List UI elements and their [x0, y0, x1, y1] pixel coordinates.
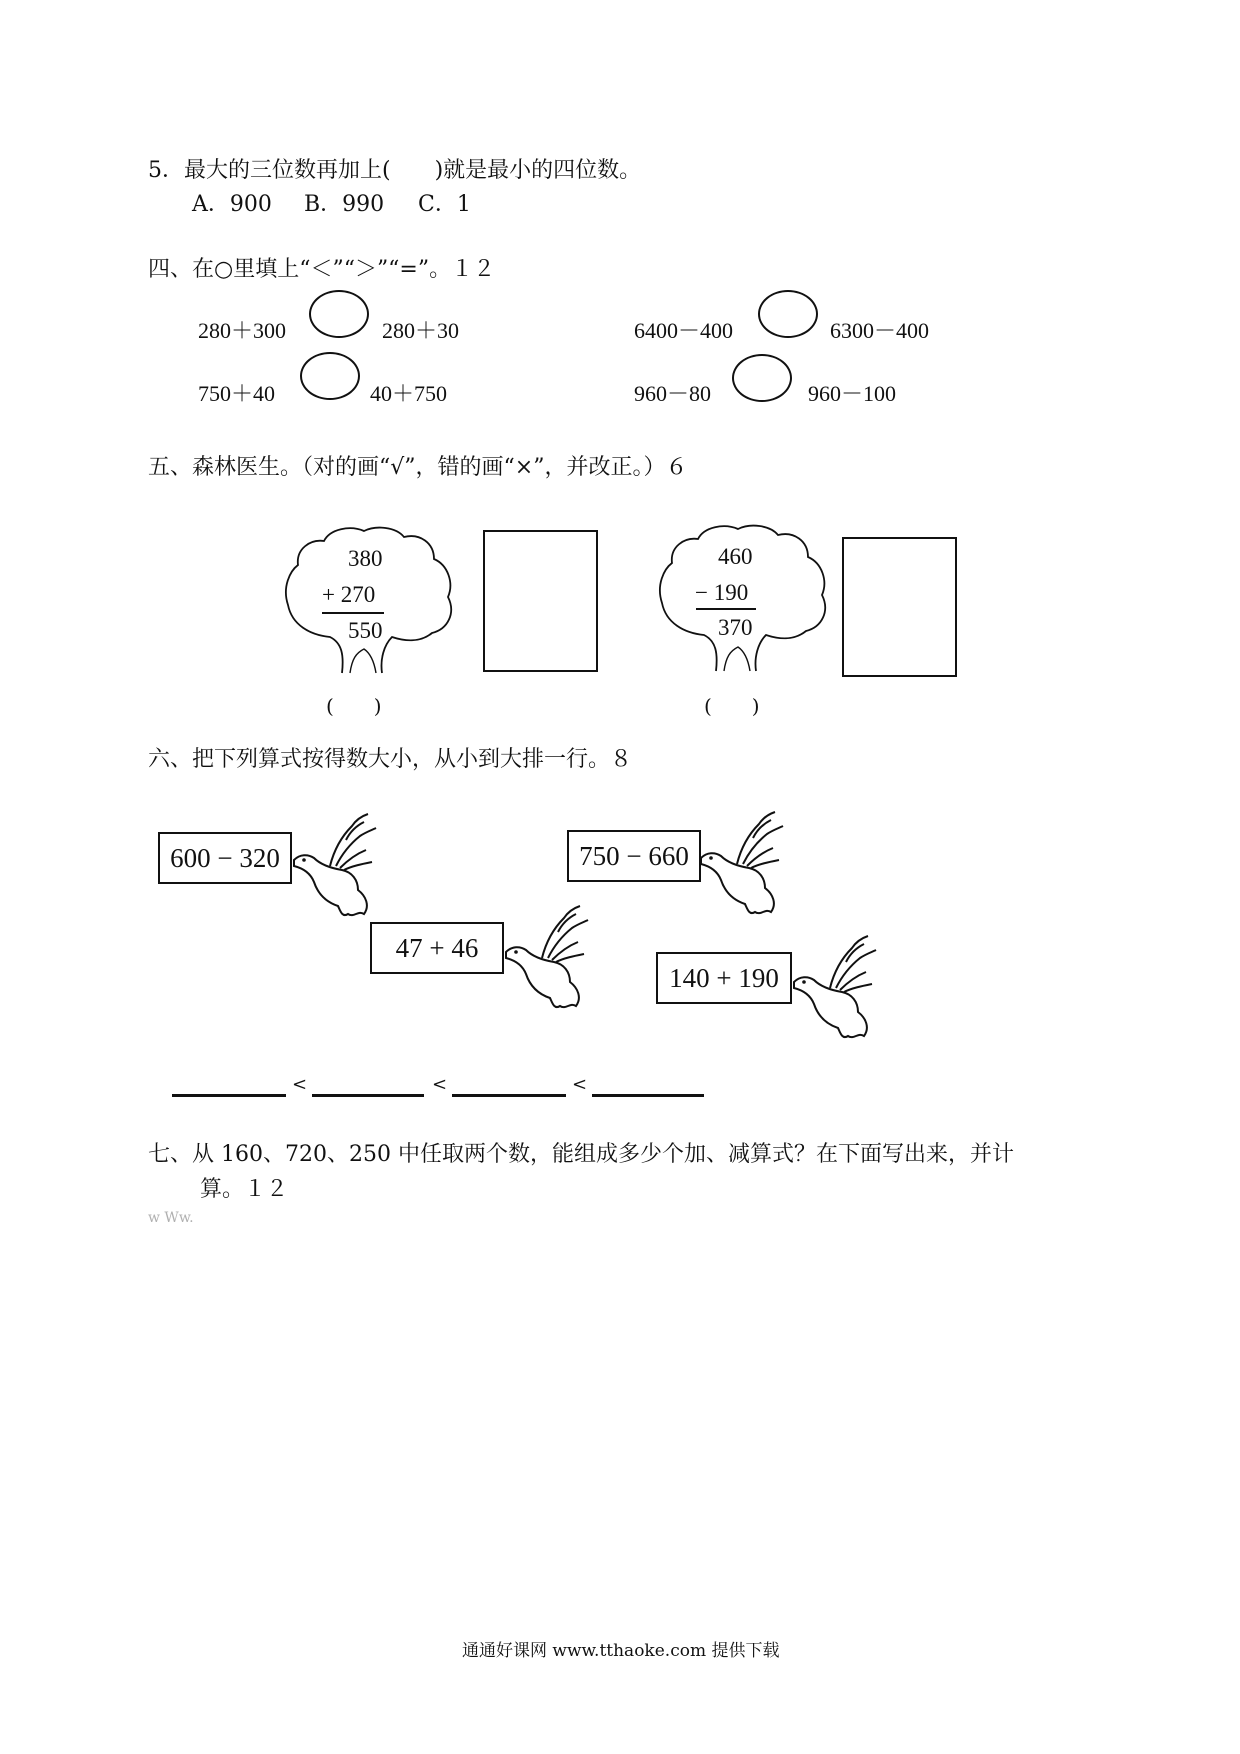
option-a: A．900 — [192, 192, 272, 217]
section-7-line-1: 七、从 160、720、250 中任取两个数，能组成多少个加、减算式？在下面写出来，并计 — [148, 1142, 1014, 1167]
dove-icon — [697, 808, 787, 928]
tree-1-result: 550 — [348, 618, 383, 643]
order-blank-2[interactable] — [312, 1094, 424, 1097]
compare-circle[interactable] — [309, 290, 369, 338]
expression-card-3: 47 + 46 — [370, 922, 504, 974]
compare-circle[interactable] — [732, 354, 792, 402]
faint-mark: w Ww. — [148, 1210, 194, 1226]
order-blank-3[interactable] — [452, 1094, 566, 1097]
expression-card-1: 600 − 320 — [158, 832, 292, 884]
compare-2b-left: 960－80 — [634, 381, 712, 406]
less-than-sign: < — [292, 1074, 308, 1095]
page-footer: 通通好课网 www.tthaoke.com 提供下载 — [462, 1641, 780, 1661]
dove-icon — [502, 902, 592, 1022]
tree-2-operation: − 190 — [695, 580, 749, 605]
correction-box[interactable] — [842, 537, 957, 677]
compare-1a-left: 280＋300 — [198, 318, 287, 343]
correction-box[interactable] — [483, 530, 598, 672]
expression-card-2: 750 − 660 — [567, 830, 701, 882]
order-blank-4[interactable] — [592, 1094, 704, 1097]
tree-2-result: 370 — [718, 615, 753, 640]
compare-2a-right: 40＋750 — [370, 381, 448, 406]
option-c: C．1 — [418, 192, 471, 217]
question-5-text: 5．最大的三位数再加上( )就是最小的四位数。 — [148, 158, 642, 183]
dove-icon — [290, 810, 380, 930]
dove-icon — [790, 932, 880, 1052]
tree-1-answer-paren[interactable]: ( ) — [326, 694, 382, 718]
section-4-title: 四、在○里填上“＜”“＞”“=”。１２ — [148, 257, 496, 282]
order-blank-1[interactable] — [172, 1094, 286, 1097]
expression-card-4: 140 + 190 — [656, 952, 792, 1004]
tree-1-top: 380 — [348, 546, 383, 571]
compare-1a-right: 280＋30 — [382, 318, 460, 343]
section-5-title: 五、森林医生。（对的画“√”，错的画“×”，并改正。）６ — [148, 455, 688, 480]
tree-2-rule — [696, 608, 756, 610]
compare-2b-right: 960－100 — [808, 381, 897, 406]
tree-2-top: 460 — [718, 544, 753, 569]
compare-2a-left: 750＋40 — [198, 381, 276, 406]
less-than-sign: < — [572, 1074, 588, 1095]
tree-1-rule — [322, 612, 384, 614]
section-7-line-2: 算。１２ — [200, 1177, 289, 1202]
compare-circle[interactable] — [300, 352, 360, 400]
option-b: B．990 — [304, 192, 385, 217]
tree-2-answer-paren[interactable]: ( ) — [704, 694, 760, 718]
compare-circle[interactable] — [758, 290, 818, 338]
compare-1b-left: 6400－400 — [634, 318, 734, 343]
compare-1b-right: 6300－400 — [830, 318, 930, 343]
less-than-sign: < — [432, 1074, 448, 1095]
section-6-title: 六、把下列算式按得数大小，从小到大排一行。８ — [148, 747, 633, 772]
tree-1-operation: + 270 — [322, 582, 376, 607]
